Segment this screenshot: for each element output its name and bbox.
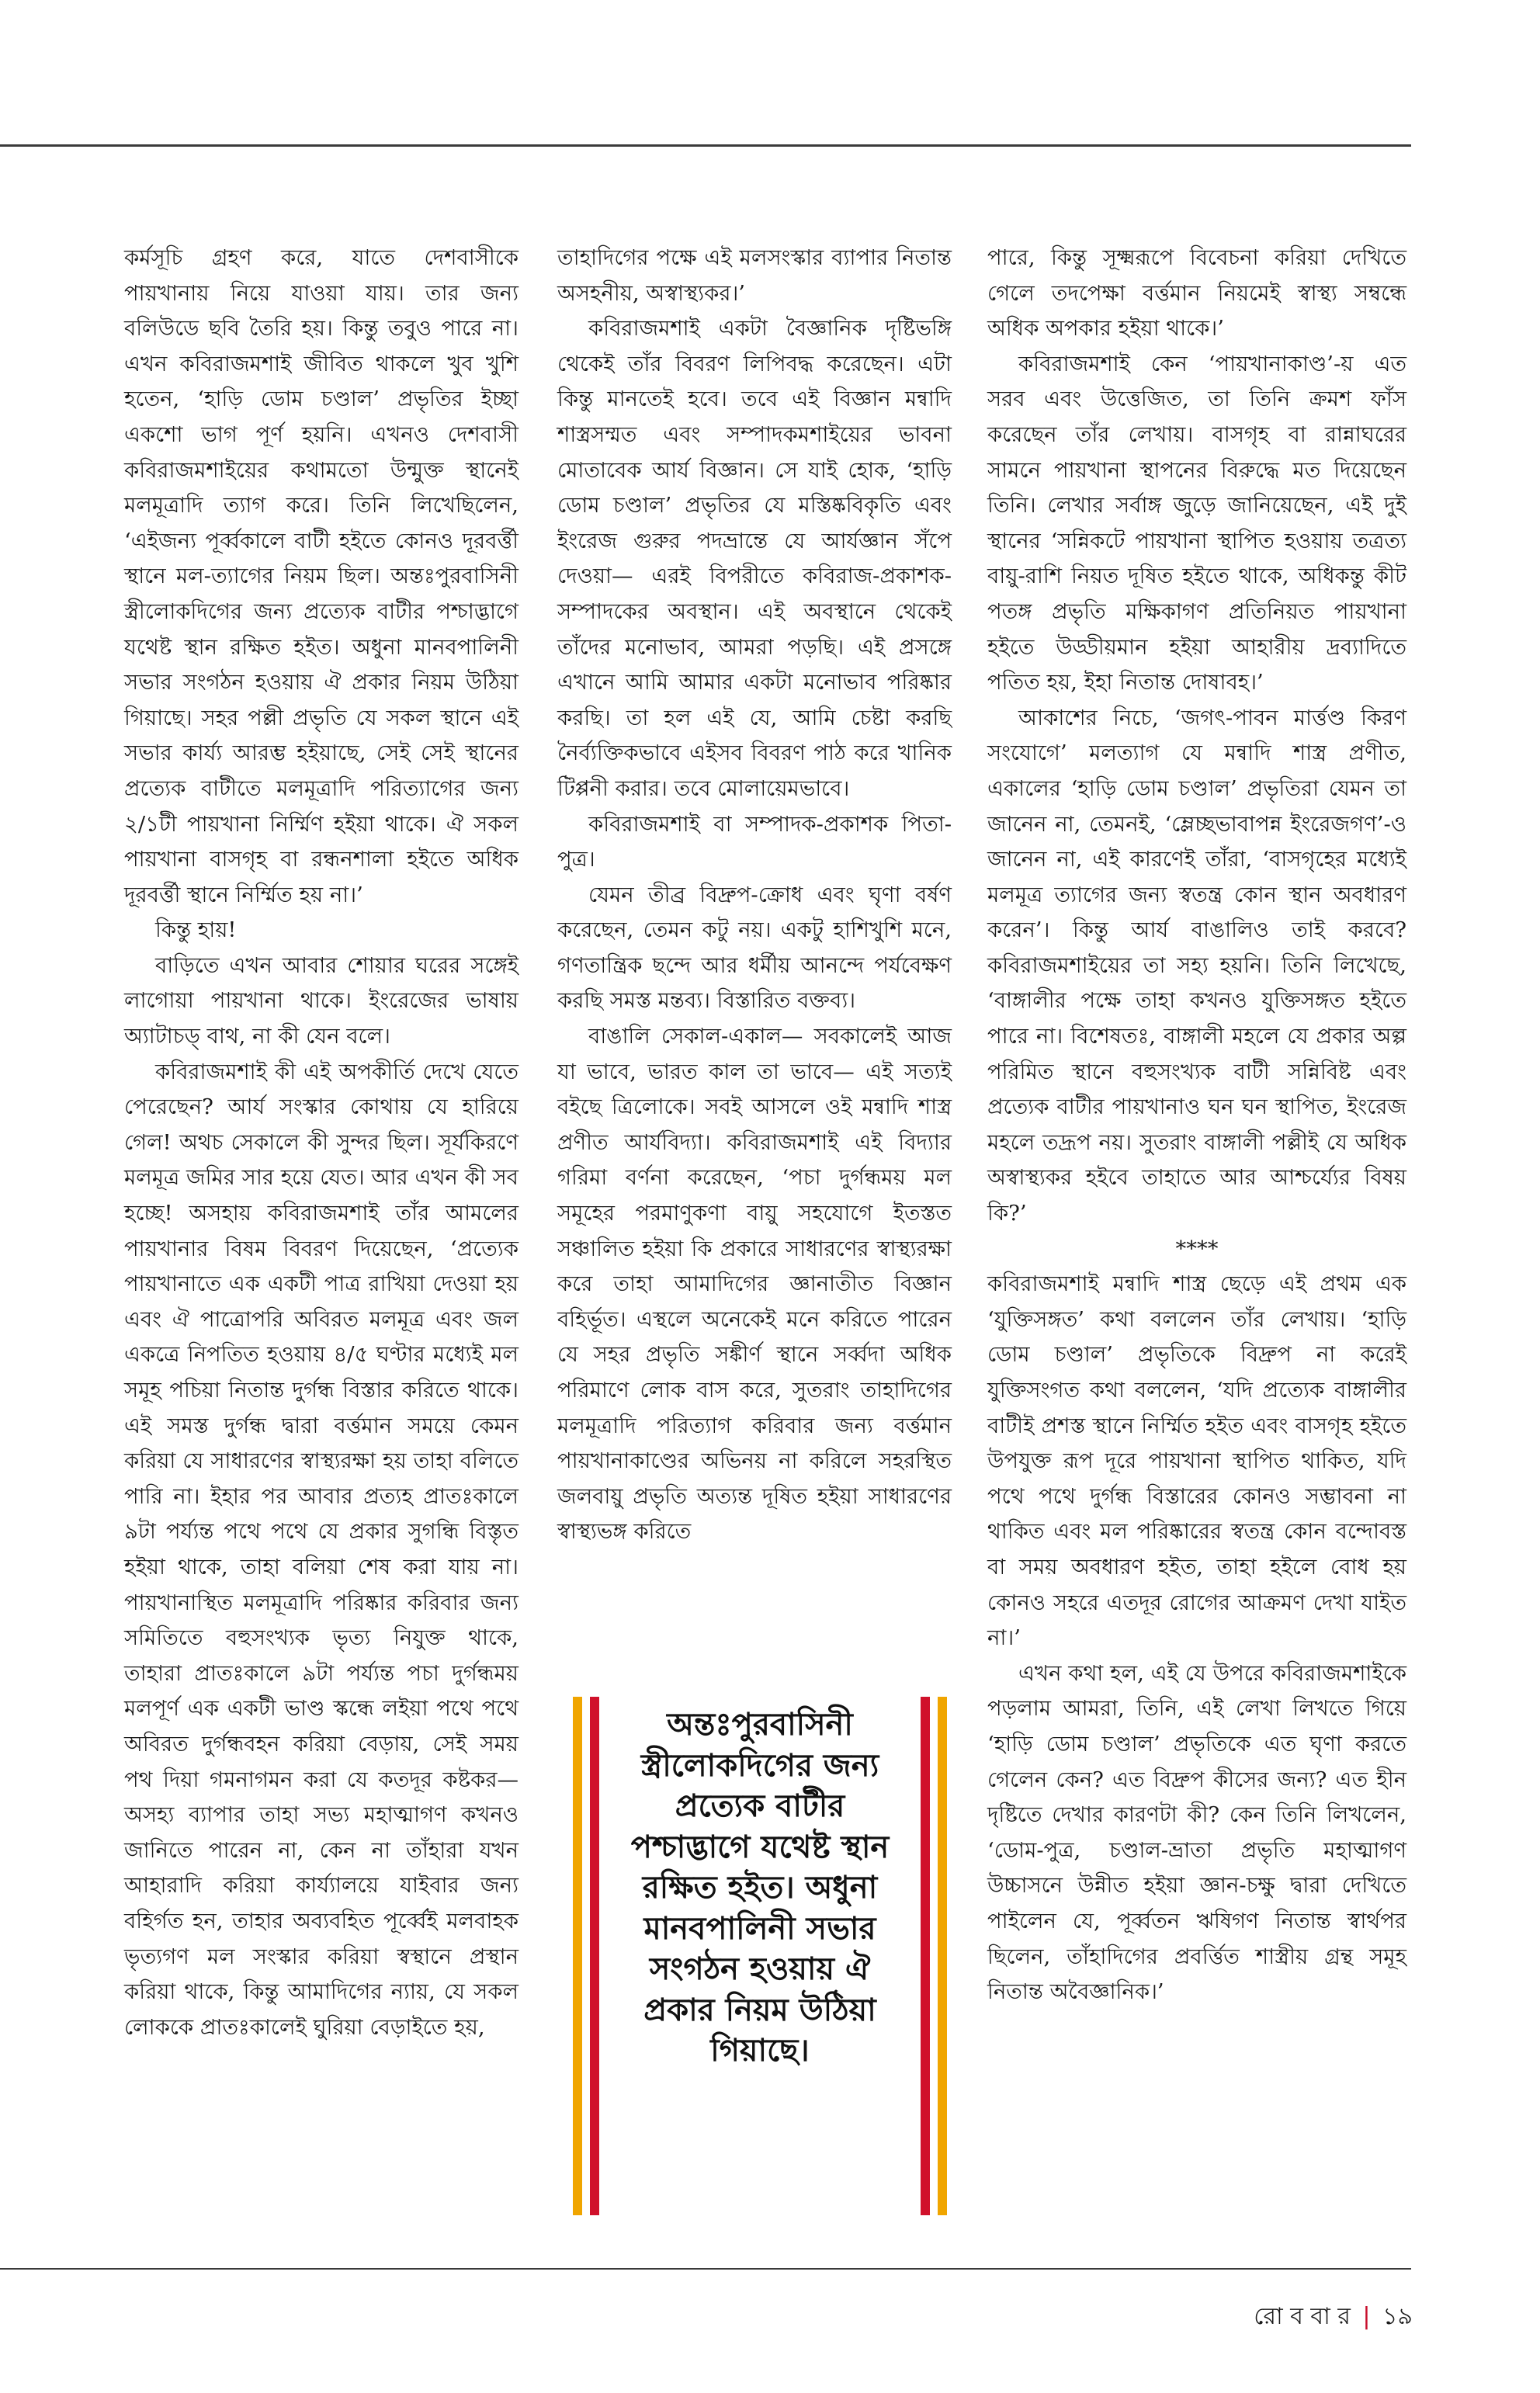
paragraph: যেমন তীব্র বিদ্রুপ-ক্রোধ এবং ঘৃণা বর্ষণ করেছেন, তেমন কটু নয়। একটু হাশিখুশি মনে, গণতান্ত্রিক ছন্দে আর ধর্মীয় আনন্দে পর্যবেক্ষণ করছি সমস্ত মন্তব্য। বিস্তারিত বক্তব্য। xyxy=(557,882,952,1014)
paragraph: কবিরাজমশাই মন্বাদি শাস্ত্র ছেড়ে এই প্রথম এক ‘যুক্তিসঙ্গত’ কথা বললেন তাঁর লেখায়। ‘হাড়ি ডোম চণ্ডাল’ প্রভৃতিকে বিদ্রুপ না করেই যুক্তিসংগত কথা বললেন, ‘যদি প্রত্যেক বাঙ্গালীর বাটীই প্রশস্ত স্থানে নির্ম্মিত হইত এবং বাসগৃহ হইতে উপযুক্ত রূপ দূরে পায়খানা স্থাপিত থাকিত, যদি পথে পথে দুর্গন্ধ বিস্তারের কোনও সম্ভাবনা না থাকিত এবং মল পরিষ্কারের স্বতন্ত্র কোন বন্দোবস্ত বা সময় অবধারণ হইত, তাহা হইলে বোধ হয় কোনও সহরে এতদূর রোগের আক্রমণ দেখা যাইত না।’ xyxy=(987,1271,1406,1651)
pull-quote-bar-right-red xyxy=(921,1697,930,2215)
paragraph: কিন্তু হায়! xyxy=(155,917,237,943)
pull-quote-text: অন্তঃপুরবাসিনী স্ত্রীলোকদিগের জন্য প্রত্যেক বাটীর পশ্চাদ্ভাগে যথেষ্ট স্থান রক্ষিত হইত। অধুনা মানবপালিনী সভার সংগঠন হওয়ায় ঐ প্রকার নিয়ম উঠিয়া গিয়াছে। xyxy=(630,1707,890,2069)
article-column-3 xyxy=(987,241,1406,2010)
paragraph: বাড়িতে এখন আবার শোয়ার ঘরের সঙ্গেই লাগোয়া পায়খানা থাকে। ইংরেজের ভাষায় অ্যাটাচড্ বাথ, না কী যেন বলে। xyxy=(124,952,519,1049)
paragraph: আকাশের নিচে, ‘জগৎ-পাবন মার্ত্তণ্ড কিরণ সংযোগে’ মলত্যাগ যে মন্বাদি শাস্ত্র প্রণীত, একালের ‘হাড়ি ডোম চণ্ডাল’ প্রভৃতিরা যেমন তা জানেন না, তেমনই, ‘ম্লেচ্ছভাবাপন্ন ইংরেজগণ’-ও জানেন না, এই কারণেই তাঁরা, ‘বাসগৃহের মধ্যেই মলমূত্র ত্যাগের জন্য স্বতন্ত্র কোন স্থান অবধারণ করেন’। কিন্তু আর্য বাঙালিও তাই করবে? কবিরাজমশাইয়ের তা সহ্য হয়নি। তিনি লিখেছে, ‘বাঙ্গালীর পক্ষে তাহা কখনও যুক্তিসঙ্গত হইতে পারে না। বিশেষতঃ, বাঙ্গালী মহলে যে প্রকার অল্প পরিমিত স্থানে বহুসংখ্যক বাটী সন্নিবিষ্ট এবং প্রত্যেক বাটীর পায়খানাও ঘন ঘন স্থাপিত, ইংরেজ মহলে তদ্রূপ নয়। সুতরাং বাঙ্গালী পল্লীই যে অধিক অস্বাস্থ্যকর হইবে তাহাতে আর আশ্চর্য্যের বিষয় কি?’ xyxy=(987,705,1406,1226)
pull-quote-bar-left-orange xyxy=(573,1697,582,2215)
paragraph: কর্মসূচি গ্রহণ করে, যাতে দেশবাসীকে পায়খানায় নিয়ে যাওয়া যায়। তার জন্য বলিউডে ছবি তৈরি হয়। কিন্তু তবুও পারে না। এখন কবিরাজমশাই জীবিত থাকলে খুব খুশি হতেন, ‘হাড়ি ডোম চণ্ডাল’ প্রভৃতির ইচ্ছা একশো ভাগ পূর্ণ হয়নি। এখনও দেশবাসী কবিরাজমশাইয়ের কথামতো উন্মুক্ত স্থানেই মলমূত্রাদি ত্যাগ করে। তিনি লিখেছিলেন, ‘এইজন্য পূর্ব্বকালে বাটী হইতে কোনও দূরবর্ত্তী স্থানে মল-ত্যাগের নিয়ম ছিল। অন্তঃপুরবাসিনী স্ত্রীলোকদিগের জন্য প্রত্যেক বাটীর পশ্চাদ্ভাগে যথেষ্ট স্থান রক্ষিত হইত। অধুনা মানবপালিনী সভার সংগঠন হওয়ায় ঐ প্রকার নিয়ম উঠিয়া গিয়াছে। সহর পল্লী প্রভৃতি যে সকল স্থানে এই সভার কার্য্য আরম্ভ হইয়াছে, সেই সেই স্থানের প্রত্যেক বাটীতে মলমূত্রাদি পরিত্যাগের জন্য ২/১টী পায়খানা নির্ম্মিণ হইয়া থাকে। ঐ সকল পায়খানা বাসগৃহ বা রন্ধনশালা হইতে অধিক দূরবর্ত্তী স্থানে নির্ম্মিত হয় না।’ xyxy=(124,245,519,907)
pull-quote-bar-left-red xyxy=(590,1697,599,2215)
top-rule xyxy=(0,144,1411,147)
paragraph: বাঙালি সেকাল-একাল— সবকালেই আজ যা ভাবে, ভারত কাল তা ভাবে— এই সত্যই বইছে ত্রিলোকে। সবই আসলে ওই মন্বাদি শাস্ত্র প্রণীত আর্যবিদ্যা। কবিরাজমশাই এই বিদ্যার গরিমা বর্ণনা করেছেন, ‘পচা দুর্গন্ধময় মল সমূহের পরমাণুকণা বায়ু সহযোগে ইতস্তত সঞ্চালিত হইয়া কি প্রকারে সাধারণের স্বাস্থ্যরক্ষা করে তাহা আমাদিগের জ্ঞানাতীত বিজ্ঞান বহির্ভূত। এস্থলে অনেকেই মনে করিতে পারেন যে সহর প্রভৃতি সঙ্কীর্ণ স্থানে সর্ব্বদা অধিক পরিমাণে লোক বাস করে, সুতরাং তাহাদিগের মলমূত্রাদি পরিত্যাগ করিবার জন্য বর্ত্তমান পায়খানাকাণ্ডের অভিনয় না করিলে সহরস্থিত জলবায়ু প্রভৃতি অত্যন্ত দূষিত হইয়া সাধারণের স্বাস্থ্যভঙ্গ করিতে xyxy=(557,1024,952,1545)
pull-quote-bar-right-orange xyxy=(938,1697,947,2215)
footer-separator: | xyxy=(1362,2303,1371,2330)
pull-quote xyxy=(573,1697,947,2215)
section-break: **** xyxy=(1175,1236,1219,1261)
paragraph: কবিরাজমশাই একটা বৈজ্ঞানিক দৃষ্টিভঙ্গি থেকেই তাঁর বিবরণ লিপিবদ্ধ করেছেন। এটা কিন্তু মানতেই হবে। তবে এই বিজ্ঞান মন্বাদি শাস্ত্রসম্মত এবং সম্পাদকমশাইয়ের ভাবনা মোতাবেক আর্য বিজ্ঞান। সে যাই হোক, ‘হাড়ি ডোম চণ্ডাল’ প্রভৃতির যে মস্তিষ্কবিকৃতি এবং ইংরেজ গুরুর পদভ্রান্তে যে আর্যজ্ঞান সঁপে দেওয়া— এরই বিপরীতে কবিরাজ-প্রকাশক-সম্পাদকের অবস্থান। এই অবস্থানে থেকেই তাঁদের মনোভাব, আমরা পড়ছি। এই প্রসঙ্গে এখানে আমি আমার একটা মনোভাব পরিষ্কার করছি। তা হল এই যে, আমি চেষ্টা করছি নৈর্ব্যক্তিকভাবে এইসব বিবরণ পাঠ করে খানিক টিপ্পনী করার। তবে মোলায়েমভাবে। xyxy=(557,316,952,801)
paragraph: কবিরাজমশাই কী এই অপকীর্তি দেখে যেতে পেরেছেন? আর্য সংস্কার কোথায় যে হারিয়ে গেল! অথচ সেকালে কী সুন্দর ছিল। সূর্যকিরণে মলমূত্র জমির সার হয়ে যেত। আর এখন কী সব হচ্ছে! অসহায় কবিরাজমশাই তাঁর আমলের পায়খানার বিষম বিবরণ দিয়েছেন, ‘প্রত্যেক পায়খানাতে এক একটী পাত্র রাখিয়া দেওয়া হয় এবং ঐ পাত্রোপরি অবিরত মলমূত্র এবং জল একত্রে নিপতিত হওয়ায় ৪/৫ ঘণ্টার মধ্যেই মল সমূহ পচিয়া নিতান্ত দুর্গন্ধ বিস্তার করিতে থাকে। এই সমস্ত দুর্গন্ধ দ্বারা বর্ত্তমান সময়ে কেমন করিয়া যে সাধারণের স্বাস্থ্যরক্ষা হয় তাহা বলিতে পারি না। ইহার পর আবার প্রত্যহ প্রাতঃকালে ৯টা পর্য্যন্ত পথে পথে যে প্রকার সুগন্ধি বিস্তৃত হইয়া থাকে, তাহা বলিয়া শেষ করা যায় না। পায়খানাস্থিত মলমূত্রাদি পরিষ্কার করিবার জন্য সমিতিতে বহুসংখ্যক ভৃত্য নিযুক্ত থাকে, তাহারা প্রাতঃকালে ৯টা পর্য্যন্ত পচা দুর্গন্ধময় মলপূর্ণ এক একটী ভাণ্ড স্কন্ধে লইয়া পথে পথে অবিরত দুর্গন্ধবহন করিয়া বেড়ায়, সেই সময় পথ দিয়া গমনাগমন করা যে কতদূর কষ্টকর—অসহ্য ব্যাপার তাহা সভ্য মহাত্মাগণ কখনও জানিতে পারেন না, কেন না তাঁহারা যখন আহারাদি করিয়া কার্য্যালয়ে যাইবার জন্য বহির্গত হন, তাহার অব্যবহিত পূর্ব্বেই মলবাহক ভৃত্যগণ মল সংস্কার করিয়া স্বস্থানে প্রস্থান করিয়া থাকে, কিন্তু আমাদিগের ন্যায়, যে সকল লোককে প্রাতঃকালেই ঘুরিয়া বেড়াইতে হয়, xyxy=(124,1059,519,2040)
bottom-rule xyxy=(0,2268,1411,2270)
article-column-1 xyxy=(124,241,519,2045)
article-column-2 xyxy=(557,241,952,1550)
paragraph: তাহাদিগের পক্ষে এই মলসংস্কার ব্যাপার নিতান্ত অসহনীয়, অস্বাস্থ্যকর।’ xyxy=(557,245,952,306)
paragraph: এখন কথা হল, এই যে উপরে কবিরাজমশাইকে পড়লাম আমরা, তিনি, এই লেখা লিখতে গিয়ে ‘হাড়ি ডোম চণ্ডাল’ প্রভৃতিকে এত ঘৃণা করতে গেলেন কেন? এত বিদ্রুপ কীসের জন্য? এত হীন দৃষ্টিতে দেখার কারণটা কী? কেন তিনি লিখলেন, ‘ডোম-পুত্র, চণ্ডাল-ভ্রাতা প্রভৃতি মহাত্মাগণ উচ্চাসনে উন্নীত হইয়া জ্ঞান-চক্ষু দ্বারা দেখিতে পাইলেন যে, পূর্ব্বতন ঋষিগণ নিতান্ত স্বার্থপর ছিলেন, তাঁহাদিগের প্রবর্ত্তিত শাস্ত্রীয় গ্রন্থ সমূহ নিতান্ত অবৈজ্ঞানিক।’ xyxy=(987,1660,1406,2005)
magazine-name: রো ব বা র xyxy=(1254,2303,1351,2330)
page-footer xyxy=(1254,2298,1413,2337)
paragraph: কবিরাজমশাই কেন ‘পায়খানাকাণ্ড’-য় এত সরব এবং উত্তেজিত, তা তিনি ক্রমশ ফাঁস করেছেন তাঁর লেখায়। বাসগৃহ বা রান্নাঘরের সামনে পায়খানা স্থাপনের বিরুদ্ধে মত দিয়েছেন তিনি। লেখার সর্বাঙ্গ জুড়ে জানিয়েছেন, এই দুই স্থানের ‘সন্নিকটে পায়খানা স্থাপিত হওয়ায় তত্রত্য বায়ু-রাশি নিয়ত দূষিত হইতে থাকে, অধিকন্তু কীট পতঙ্গ প্রভৃতি মক্ষিকাগণ প্রতিনিয়ত পায়খানা হইতে উড্ডীয়মান হইয়া আহারীয় দ্রব্যাদিতে পতিত হয়, ইহা নিতান্ত দোষাবহ।’ xyxy=(987,351,1406,695)
page-number: ১৯ xyxy=(1382,2303,1413,2330)
paragraph: কবিরাজমশাই বা সম্পাদক-প্রকাশক পিতা-পুত্র। xyxy=(557,811,952,872)
paragraph: পারে, কিন্তু সূক্ষ্মরূপে বিবেচনা করিয়া দেখিতে গেলে তদপেক্ষা বর্ত্তমান নিয়মেই স্বাস্থ্য সম্বন্ধে অধিক অপকার হইয়া থাকে।’ xyxy=(987,245,1406,342)
